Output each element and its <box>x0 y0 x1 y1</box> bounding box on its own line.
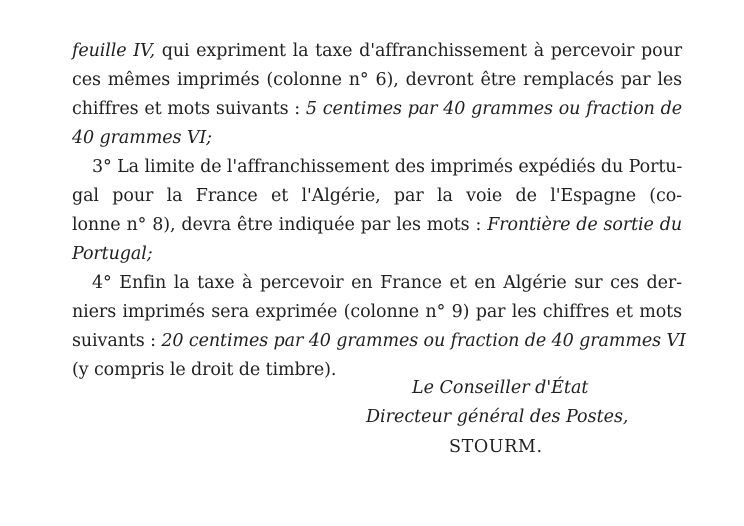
paragraph-2-line-1: 3° La limite de l'affranchissement des imprimés expédiés du Portu- <box>92 157 683 177</box>
body-text: lonne n° 8), devra être indiquée par les mots : <box>72 215 488 235</box>
paragraph-2-line-3 <box>72 212 682 238</box>
italic-text: 20 centimes par 40 grammes ou fraction de 40 grammes VI <box>161 331 686 351</box>
signature-title-1: Le Conseiller d'État <box>412 378 589 398</box>
paragraph-2-line-4 <box>72 241 682 267</box>
italic-text: Portugal; <box>72 244 153 264</box>
paragraph-3-line-1: 4° Enfin la taxe à percevoir en France et en Algérie sur ces der- <box>92 273 682 293</box>
paragraph-1-line-1 <box>72 38 682 64</box>
body-text: chiffres et mots suivants : <box>72 99 306 119</box>
italic-text: 40 grammes VI; <box>72 128 212 148</box>
body-text: qui expriment la taxe d'affranchissement à percevoir pour <box>155 41 683 61</box>
body-text: suivants : <box>72 331 162 351</box>
signature-title-2: Directeur général des Postes, <box>366 407 629 427</box>
signature-name: STOURM. <box>449 437 543 457</box>
paragraph-2-line-2: gal pour la France et l'Algérie, par la voie de l'Espagne (co- <box>72 186 682 206</box>
paragraph-3-line-4: (y compris le droit de timbre). <box>72 360 337 380</box>
paragraph-3-line-2: niers imprimés sera exprimée (colonne n° 9) par les chiffres et mots <box>72 302 682 322</box>
paragraph-1-line-4 <box>72 125 682 151</box>
paragraph-1-line-2: ces mêmes imprimés (colonne n° 6), devront être remplacés par les <box>72 70 682 90</box>
paragraph-1-line-3 <box>72 96 682 122</box>
paragraph-3-line-3 <box>72 328 686 354</box>
italic-text: feuille IV, <box>72 41 156 61</box>
italic-text: Frontière de sortie du <box>487 215 682 235</box>
italic-text: 5 centimes par 40 grammes ou fraction de <box>305 99 682 119</box>
